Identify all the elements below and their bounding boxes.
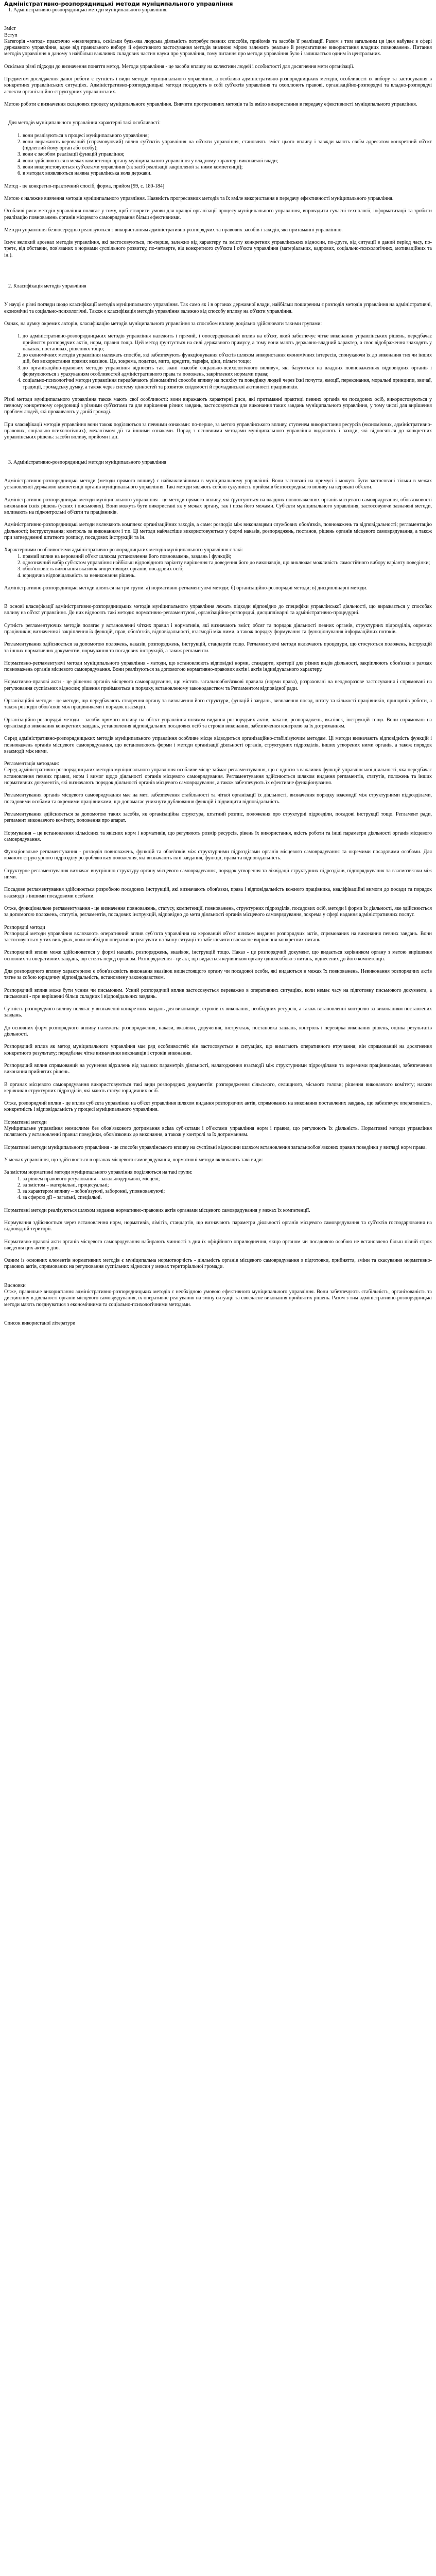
subsection-heading: Нормативні методи xyxy=(4,1119,47,1125)
list-item: 1. за рівнем правового регулювання – загальнодержавні, місцеві; xyxy=(23,1176,432,1182)
paragraph: Розпорядчий вплив як метод муніципального управління має ряд особливостей: він застосовується в ситуаціях, що вимагають оперативного втручання; він спрямований на досягнення конкретного результату; передбачає чітке визначення виконавців і строків виконання. xyxy=(4,1044,432,1056)
classification-list xyxy=(4,333,432,391)
paragraph: Сутність розпорядчого впливу полягає у визначенні конкретних завдань для виконавців, строків їх виконання, необхідних ресурсів, а також встановленні контролю за виконанням поставлених завдань. xyxy=(4,1006,432,1019)
paragraph: Різні методи муніципального управління також мають свої особливості: вони виражають характерні риси, які притаманні практиці певних органів чи посадових осіб, використовуються у певному конкретному середовищі з різними суб'єктами та для вирішення різних завдань, застосовуються для виконання таких завдань муніципального управління, у тому числі для вирішення проблем людей, які проживають у даній громаді. xyxy=(4,396,432,415)
paragraph: Нормативні методи муніципального управління - це способи управлінського впливу на суспільні відносини шляхом встановлення загальнообов'язкових правил поведінки у вигляді норм права. xyxy=(4,1144,427,1150)
list-item: 3. обов'язковість виконання вказівок вищестоящих органів, посадових осіб; xyxy=(23,566,432,572)
paragraph: Структурне регламентування визначає внутрішню структуру органу місцевого самоврядування, порядок утворення та ліквідації структурних підрозділів, підпорядкування та взаємозв'язки між ними. xyxy=(4,868,432,880)
paragraph: Адміністративно-розпорядницькі методи діляться на три групи: а) нормативно-регламентуючі методи; б) організаційно-розпорядчі методи; в) дисциплінарні методи. xyxy=(4,585,368,591)
paragraph: Існує великий арсенал методів управління, які застосовуються, по-перше, залежно від характеру та змісту конкретних управлінських відносин, по-друге, від ситуації в даний період часу, по-третє, від обставин, пов'язаних з нормами суспільного розвитку, по-четверте, від конкретного суб'єкта і об'єкта управління (матеріальних, кадрових, соціально-психологічних, мотиваційних та ін.). xyxy=(4,240,432,258)
paragraph: Оскільки різні підходи до визначення поняття метод. Методи управління - це засоби впливу на колективи людей і особистості для досягнення мети організації. xyxy=(4,63,355,70)
paragraph: За змістом нормативні методи муніципального управління поділяються на такі групи: xyxy=(4,1170,193,1176)
paragraph: Організаційні методи - це методи, що передбачають створення органу та визначення його структури, функцій і завдань, визначення посад, штату та кількості працівників, принципів роботи, а також розподіл обов'язків між працівниками і порядок взаємодії. xyxy=(4,698,432,710)
paragraph: Отже, правильне використання адміністративно-розпорядницьких методів є необхідною умовою ефективного муніципального управління. Вони забезпечують стабільність, організованість та дисципліну в діяльності органів місцевого самоврядування, їх оперативне реагування на зміну ситуації та своєчасне виконання прийнятих рішень. Разом з тим адміністративно-розпорядницькі методи мають поєднуватися з економічними та соціально-психологічними методами. xyxy=(4,1289,432,1308)
paragraph: Адміністративно-розпорядницькі методи муніципального управління - це методи прямого впливу, які ґрунтуються на владних повноваженнях органів місцевого самоврядування, обов'язковості виконання їхніх рішень (усних і письмових). Вони можуть бути використані як у межах органу, так і поза його межами. Суб'єкти муніципального управління, застосовуючи зазначені методи, впливають на підконтрольні об'єкти та працівників. xyxy=(4,497,432,516)
paragraph: Нормування здійснюється через встановлення норм, нормативів, лімітів, стандартів, що визначають параметри діяльності органів місцевого самоврядування та суб'єктів господарювання на відповідній території. xyxy=(4,1220,432,1232)
features-list xyxy=(4,133,432,177)
paragraph: В органах місцевого самоврядування використовуються такі види розпорядчих документів: розпорядження сільського, селищного, міського голови; рішення виконавчого комітету; накази керівників структурних підрозділів, які мають статус юридичних осіб. xyxy=(4,1081,432,1094)
references-heading: Список використаної літератури xyxy=(4,1320,76,1326)
list-item: 2. однозначний вибір суб'єктом управління найбільш відповідного варіанту вирішення та доведення його до виконавців, що виключає можливість самостійного вибору варіанту поведінки; xyxy=(23,560,432,566)
section-heading: 2. Класифікація методів управління xyxy=(8,283,86,290)
paragraph: Нормативно-правові акти - це рішення органів місцевого самоврядування, що містять загальнообов'язкові правила (норми права), розраховані на неодноразове застосування і спрямовані на регулювання суспільних відносин; рішення приймаються в порядку, встановленому законодавством та Регламентом відповідної ради. xyxy=(4,679,432,691)
list-item: 3. за характером впливу – зобов'язуючі, заборонні, уповноважуючі; xyxy=(23,1189,432,1195)
paragraph: Регламентування здійснюється за допомогою положень, наказів, розпоряджень, інструкцій, стандартів тощо. Регламентуючі методи включають процедури, що стосуються положень, інструкцій та інших нормативних документів, нормування та посадових інструкцій, а також регламенти. xyxy=(4,641,432,654)
paragraph: Метою є належне вивчення методів муніципального управління. Наявність прогресивних методів та їх вміле використання в передачу ефективності муніципального управління. xyxy=(4,195,394,201)
list-item: 1. прямий вплив на керований об'єкт шляхом установлення його повноважень, завдань і функцій; xyxy=(23,554,432,560)
list-item: 5. вони використовуються суб'єктами управління (як засіб реалізації закріпленої за ними компетенції); xyxy=(23,164,432,171)
paragraph: Метод - це конкретно-практичний спосіб, форма, прийом [99, с. 180-184] xyxy=(4,183,165,189)
list-item: 3. до організаційно-правових методів управління відносять так звані «засоби соціально-психологічного впливу», які базуються на владних повноваженнях відповідних органів і формулюються з урахуванням особливостей адміністративного права та положень, закріплених нормами права; xyxy=(23,365,432,378)
paragraph: Отже, розпорядчий вплив - це вплив суб'єкта управління на об'єкт управління шляхом видання розпорядчих актів, спрямованих на виконання поставлених завдань, що забезпечує оперативність, конкретність і відповідальність у процесі муніципального управління. xyxy=(4,1100,432,1113)
paragraph: Предметом дослідження даної роботи є сутність і види методів муніципального управління, а особливо адміністративно-розпорядницьких методів, особливості їх вибору та застосування в конкретних управлінських ситуаціях. Адміністративно-розпорядницькі методи поєднують в собі суб'єктів управління та охоплюють правові, організаційно-розпорядчі та владно-розпорядчі аспекти організаційно-структурних управлінських. xyxy=(4,76,432,95)
list-item: 6. в методах виявляються наявна управлінська воля держави. xyxy=(23,171,432,177)
paragraph: Однак, на думку окремих авторів, класифікацію методів муніципального управління за способом впливу доцільно здійснювати такими групами: xyxy=(4,320,322,327)
paragraph: Одним із основних елементів нормативних методів є муніципальна нормотворчість - діяльність органів місцевого самоврядування з підготовки, прийняття, зміни та скасування нормативно-правових актів, спрямованих на регулювання суспільних відносин у межах територіальної громади. xyxy=(4,1258,432,1270)
document-body xyxy=(4,7,432,1327)
list-item: 4. юридична відповідальність за невиконання рішень. xyxy=(23,573,432,579)
paragraph: Для розпорядчого впливу характерною є обов'язковість виконання вказівок вищестоящого органу чи посадової особи, які видаються в межах їх повноважень. Невиконання розпорядчих актів тягне за собою юридичну відповідальність, встановлену законодавством. xyxy=(4,968,432,981)
section-heading: 3. Адміністративно-розпорядницькі методи муніципального управління xyxy=(8,459,166,465)
paragraph: Категорія «метод» практично «невичерпна, оскільки будь-яка людська діяльність потребує певних способів, прийомів та засобів її реалізації. Разом з тим загальним ця ідея набуває в сфері державного управління, адже від правильного вибору й ефективного застосування методів значною мірою залежить реальне й результативне використання владних повноважень. Питання методів управління в даному з найбільш важливих складових частин науки про управління, тому питання про методи управління було і залишається одним із центральних. xyxy=(4,38,432,57)
subtitle-line: 1. Адміністративно-розпорядницькі методи муніципального управління. xyxy=(8,7,168,13)
types-list xyxy=(4,1176,432,1201)
paragraph: Регламентування здійснюється за допомогою таких засобів, як організаційна структура, штатний розпис, положення про структурні підрозділи, посадові інструкції тощо. Регламент ради, регламент виконавчого комітету, положення про апарат. xyxy=(4,811,432,824)
document-title: Адміністративно-розпорядницькі методи муніципального управління xyxy=(4,1,233,7)
section-heading: Для методів муніципального управління характерні такі особливості: xyxy=(8,120,161,126)
paragraph: Сутність регламентуючих методів полягає у встановленні чітких правил і нормативів, які визначають зміст, обсяг та порядок діяльності певних органів, структурних підрозділів, окремих працівників; визначення і закріплення їх функцій, прав, обов'язків, відповідальності, взаємодії між ними, а також порядку формування та функціонування інформаційних потоків. xyxy=(4,622,432,635)
paragraph: Отже, функціональне регламентування - це визначення повноважень, статусу, компетенції, повноважень, структурних підрозділів, посадових осіб, методи і форми їх діяльності, яке здійснюється за допомогою положень, статутів, регламентів, посадових інструкцій, відповідно до мети діяльності органів місцевого самоврядування, зокрема у сфері надання адміністративних послуг. xyxy=(4,905,432,918)
paragraph: В основі класифікації адміністративно-розпорядницьких методів муніципального управління лежать підходи відповідно до специфіки управлінської діяльності, що виражається у способах впливу на об'єкт управління. До них відносять такі методи: нормативно-регламентуючі, організаційно-розпорядчі, дисциплінарні та адміністративно-процедурні. xyxy=(4,604,432,616)
paragraph: Нормування – це встановлення кількісних та якісних норм і нормативів, що регулюють розмір ресурсів, рівень їх використання, якість роботи та інші параметри діяльності органів місцевого самоврядування. xyxy=(4,830,432,842)
paragraph: Розпорядчий вплив може бути усним чи письмовим. Усний розпорядчий вплив застосовується переважно в оперативних ситуаціях, коли немає часу на підготовку письмового документа, а письмовий - при вирішенні більш складних і відповідальних завдань. xyxy=(4,987,432,999)
paragraph: При класифікації методів управління вони також поділяються за певними ознаками: по-перше, за метою управлінського впливу, ступенем використання ресурсів (економічних, адміністративно-правових, соціально-психологічних), механізмом дії та іншими ознаками. Поряд з основними методами муніципального управління виділяють і заходи, які відносяться до конкретних управлінських рішень: засоби впливу, прийоми і дії. xyxy=(4,421,432,440)
paragraph: Метою роботи є визначення складових процесу муніципального управління. Вивчити прогресивних методів та їх вміло використання в передачу ефективності муніципального управління. xyxy=(4,101,417,107)
list-item: 4. вони здійснюються в межах компетенції органу муніципального управління у владному характері виконавчої влади; xyxy=(23,158,432,164)
list-item: 2. до економічних методів управління належать спосіби, які забезпечують функціонування об'єктів шляхом використання економічних інтересів, спонукаючи їх до виконання тих чи інших дій, без використання прямих вказівок. Це, зокрема, податки, мито, кредити, тарифи, ціни, пільги тощо; xyxy=(23,352,432,365)
paragraph: Особливі риси методів управління полягає у тому, щоб створити умови для кращої організації процесу муніципального управління, впровадити сучасні технології, інформатизації та зробити реалізацію повноважень органів місцевого самоврядування більш ефективними. xyxy=(4,208,432,221)
paragraph: Нормативно-регламентуючі методи муніципального управління - методи, що встановлюють відповідні норми, стандарти, критерії для різних видів діяльності, закріплюють обов'язки в рамках повноважень органів місцевого самоврядування. Вони реалізуються за допомогою нормативно-правових актів і актів індивідуального характеру. xyxy=(4,660,432,673)
subsection-heading: Розпорядчі методи xyxy=(4,924,45,930)
paragraph: Нормативно-правові акти органів місцевого самоврядування набирають чинності з дня їх офіційного оприлюднення, якщо органом чи посадовою особою не встановлено більш пізній строк введення цих актів у дію. xyxy=(4,1239,432,1251)
subsection-heading: Регламентація методами: xyxy=(4,761,59,767)
paragraph: Розпорядчий вплив спрямований на усунення відхилень від заданих параметрів діяльності, налагодження взаємодії між структурними підрозділами та окремими працівниками, забезпечення виконання прийнятих рішень. xyxy=(4,1062,432,1075)
list-item: 2. вони виражають керований (спрямовуючий) вплив суб'єктів управління на об'єкти управління, становлять зміст цього впливу і завжди мають своїм адресатом конкретний об'єкт (підлеглий йому орган або особу); xyxy=(23,139,432,152)
intro-heading: Вступ xyxy=(4,32,18,38)
paragraph: У науці є різні погляди щодо класифікації методів муніципального управління. Так само як і в органах державної влади, найбільш поширеним є розподіл методів управління на адміністративні, економічні та соціально-психологічні. Також є класифікація методів управління залежно від способу впливу на об'єкти управління. xyxy=(4,302,432,314)
paragraph: Адміністративно-розпорядницькі методи включають комплекс організаційних заходів, а саме: розподіл між виконавцями службових обов'язків, повноважень та відповідальності; регламентацію діяльності; інструктування; контроль за виконанням і т.п. Ці методи найчастіше використовуються у формі наказів, розпоряджень, постанов, рішень органів місцевого самоврядування, а також при затвердженні штатного розпису, посадових інструкцій та ін. xyxy=(4,522,432,541)
paragraph: Розпорядчі методи управління включають оперативний вплив суб'єкта управління на керований об'єкт шляхом видання розпорядчих актів, спрямованих на виконання певних завдань. Вони застосовуються у тих випадках, коли необхідно оперативно реагувати на зміну ситуації та забезпечити своєчасне вирішення конкретних питань. xyxy=(4,930,432,943)
paragraph: Організаційно-розпорядчі методи - засоби прямого впливу на об'єкт управління шляхом видання розпорядчих актів, наказів, розпоряджень, вказівок, інструкцій тощо. Вони спрямовані на організацію виконання конкретних завдань, установлення відповідальних посадових осіб та строків виконання, забезпечення контролю за їх дотриманням. xyxy=(4,717,432,729)
list-item: 4. соціально-психологічні методи управління передбачають різноманітні способи впливу на психіку та поведінку людей через їхні почуття, емоції, переконання, моральні принципи, звичаї, традиції, громадську думку, а також через систему цінностей та розвиток свідомості й громадянської активності працівників. xyxy=(23,378,432,391)
paragraph: Посадове регламентування здійснюється розробкою посадових інструкцій, які визначають обов'язки, права і відповідальність кожного працівника, кваліфікаційні вимоги до посади та порядок взаємодії з іншими посадовими особами. xyxy=(4,887,432,899)
contents-heading: Зміст xyxy=(4,26,16,32)
list-item: 1. до адміністративно-розпорядницьких методів управління належить і прямий, і опосередкований вплив на об'єкт, який забезпечує чітке виконання управлінських рішень, передбачає прийняття розпорядчих актів, норм, правил тощо. Цей метод ґрунтується на силі державного примусу, а тому вони мають державно-владний характер, а своє відображення знаходять у наказах, постановах, рішеннях тощо; xyxy=(23,333,432,352)
paragraph: Нормативні методи реалізуються шляхом видання нормативно-правових актів органами місцевого самоврядування у межах їх компетенції. xyxy=(4,1207,310,1213)
conclusions-heading: Висновки xyxy=(4,1282,26,1289)
paragraph: Адміністративно-розпорядницькі методи (методи прямого впливу) є найважливішими в муніципальному управлінні. Вони засновані на примусі і можуть бути застосовані тільки в межах установленої державою компетенції органів муніципального управління. Такі методи являють собою сукупність прийомів безпосереднього впливу на керовані об'єкти. xyxy=(4,478,432,490)
paragraph: Серед адміністративно-розпорядницьких методів муніципального управління особливе місце займає регламентування, що є однією з важливих функцій управлінської діяльності, яка передбачає встановлення певних правил, норм і вимог щодо діяльності органів місцевого самоврядування. Регламентування здійснюється шляхом видання регламентів, статутів, положень та інших нормативних документів, які визначають порядок діяльності органів місцевого самоврядування, а також забезпечують їх ефективне функціонування. xyxy=(4,767,432,786)
list-item: 1. вони реалізуються в процесі муніципального управління; xyxy=(23,133,432,139)
features-list xyxy=(4,554,432,579)
paragraph: Характерними особливостями адміністративно-розпорядницьких методів муніципального управління є такі: xyxy=(4,547,243,553)
list-item: 2. за змістом – матеріальні, процесуальні; xyxy=(23,1182,432,1189)
list-item: 4. за сферою дії – загальні, спеціальні. xyxy=(23,1195,432,1201)
paragraph: Методи управління безпосередньо реалізуються з використанням адміністративно-розпорядчих та правових засобів і заходів, які притаманні управлінню. xyxy=(4,227,343,233)
paragraph: До основних форм розпорядчого впливу належать: розпорядження, накази, вказівки, доручення, інструктаж, постановка завдань, контроль і перевірка виконання рішень, оцінка результатів діяльності. xyxy=(4,1025,432,1038)
paragraph: Регламентування органів місцевого самоврядування має на меті забезпечення стабільності та чіткої організації їх діяльності, визначення порядку взаємодії між структурними підрозділами, посадовими особами та окремими працівниками, що допомагає уникнути дублювання функцій і підвищити відповідальність. xyxy=(4,792,432,805)
list-item: 3. вони є засобом реалізації функцій управління; xyxy=(23,151,432,158)
paragraph: Розпорядчий вплив може здійснюватися у формі наказів, розпоряджень, вказівок, інструкцій тощо. Наказ - це розпорядчий документ, що видається керівником органу з метою вирішення основних та оперативних завдань, що стоять перед органом. Розпорядження - це акт, що видається керівником органу одноособово з питань, віднесених до його компетенції. xyxy=(4,950,432,962)
paragraph: Серед адміністративно-розпорядницьких методів муніципального управління особливе місце відводиться організаційно-стабілізуючим методам. Ці методи визначають відповідність функцій і повноважень органів місцевого самоврядування, що встановлюють форми і методи організації діяльності органів, структурних підрозділів, інших утворених ними органів, а також порядок взаємодії між ними. xyxy=(4,736,432,754)
paragraph: Функціональне регламентування - розподіл повноважень, функцій та обов'язків між структурними підрозділами органів місцевого самоврядування та окремими посадовими особами. Для кожного структурного підрозділу розробляються положення, які визначають їхні завдання, функції, права та відповідальність. xyxy=(4,849,432,861)
paragraph: У межах управління, що здійснюється в органах місцевого самоврядування, нормативні методи включають такі види: xyxy=(4,1157,263,1163)
paragraph: Муніципальне управління немислиме без обов'язкового дотримання всіма суб'єктами і об'єктами управління норм і правил, що регулюють їх діяльність. Нормативні методи управління полягають у встановленні правил поведінки, обов'язкових до виконання, а також у контролі за їх дотриманням. xyxy=(4,1126,432,1138)
